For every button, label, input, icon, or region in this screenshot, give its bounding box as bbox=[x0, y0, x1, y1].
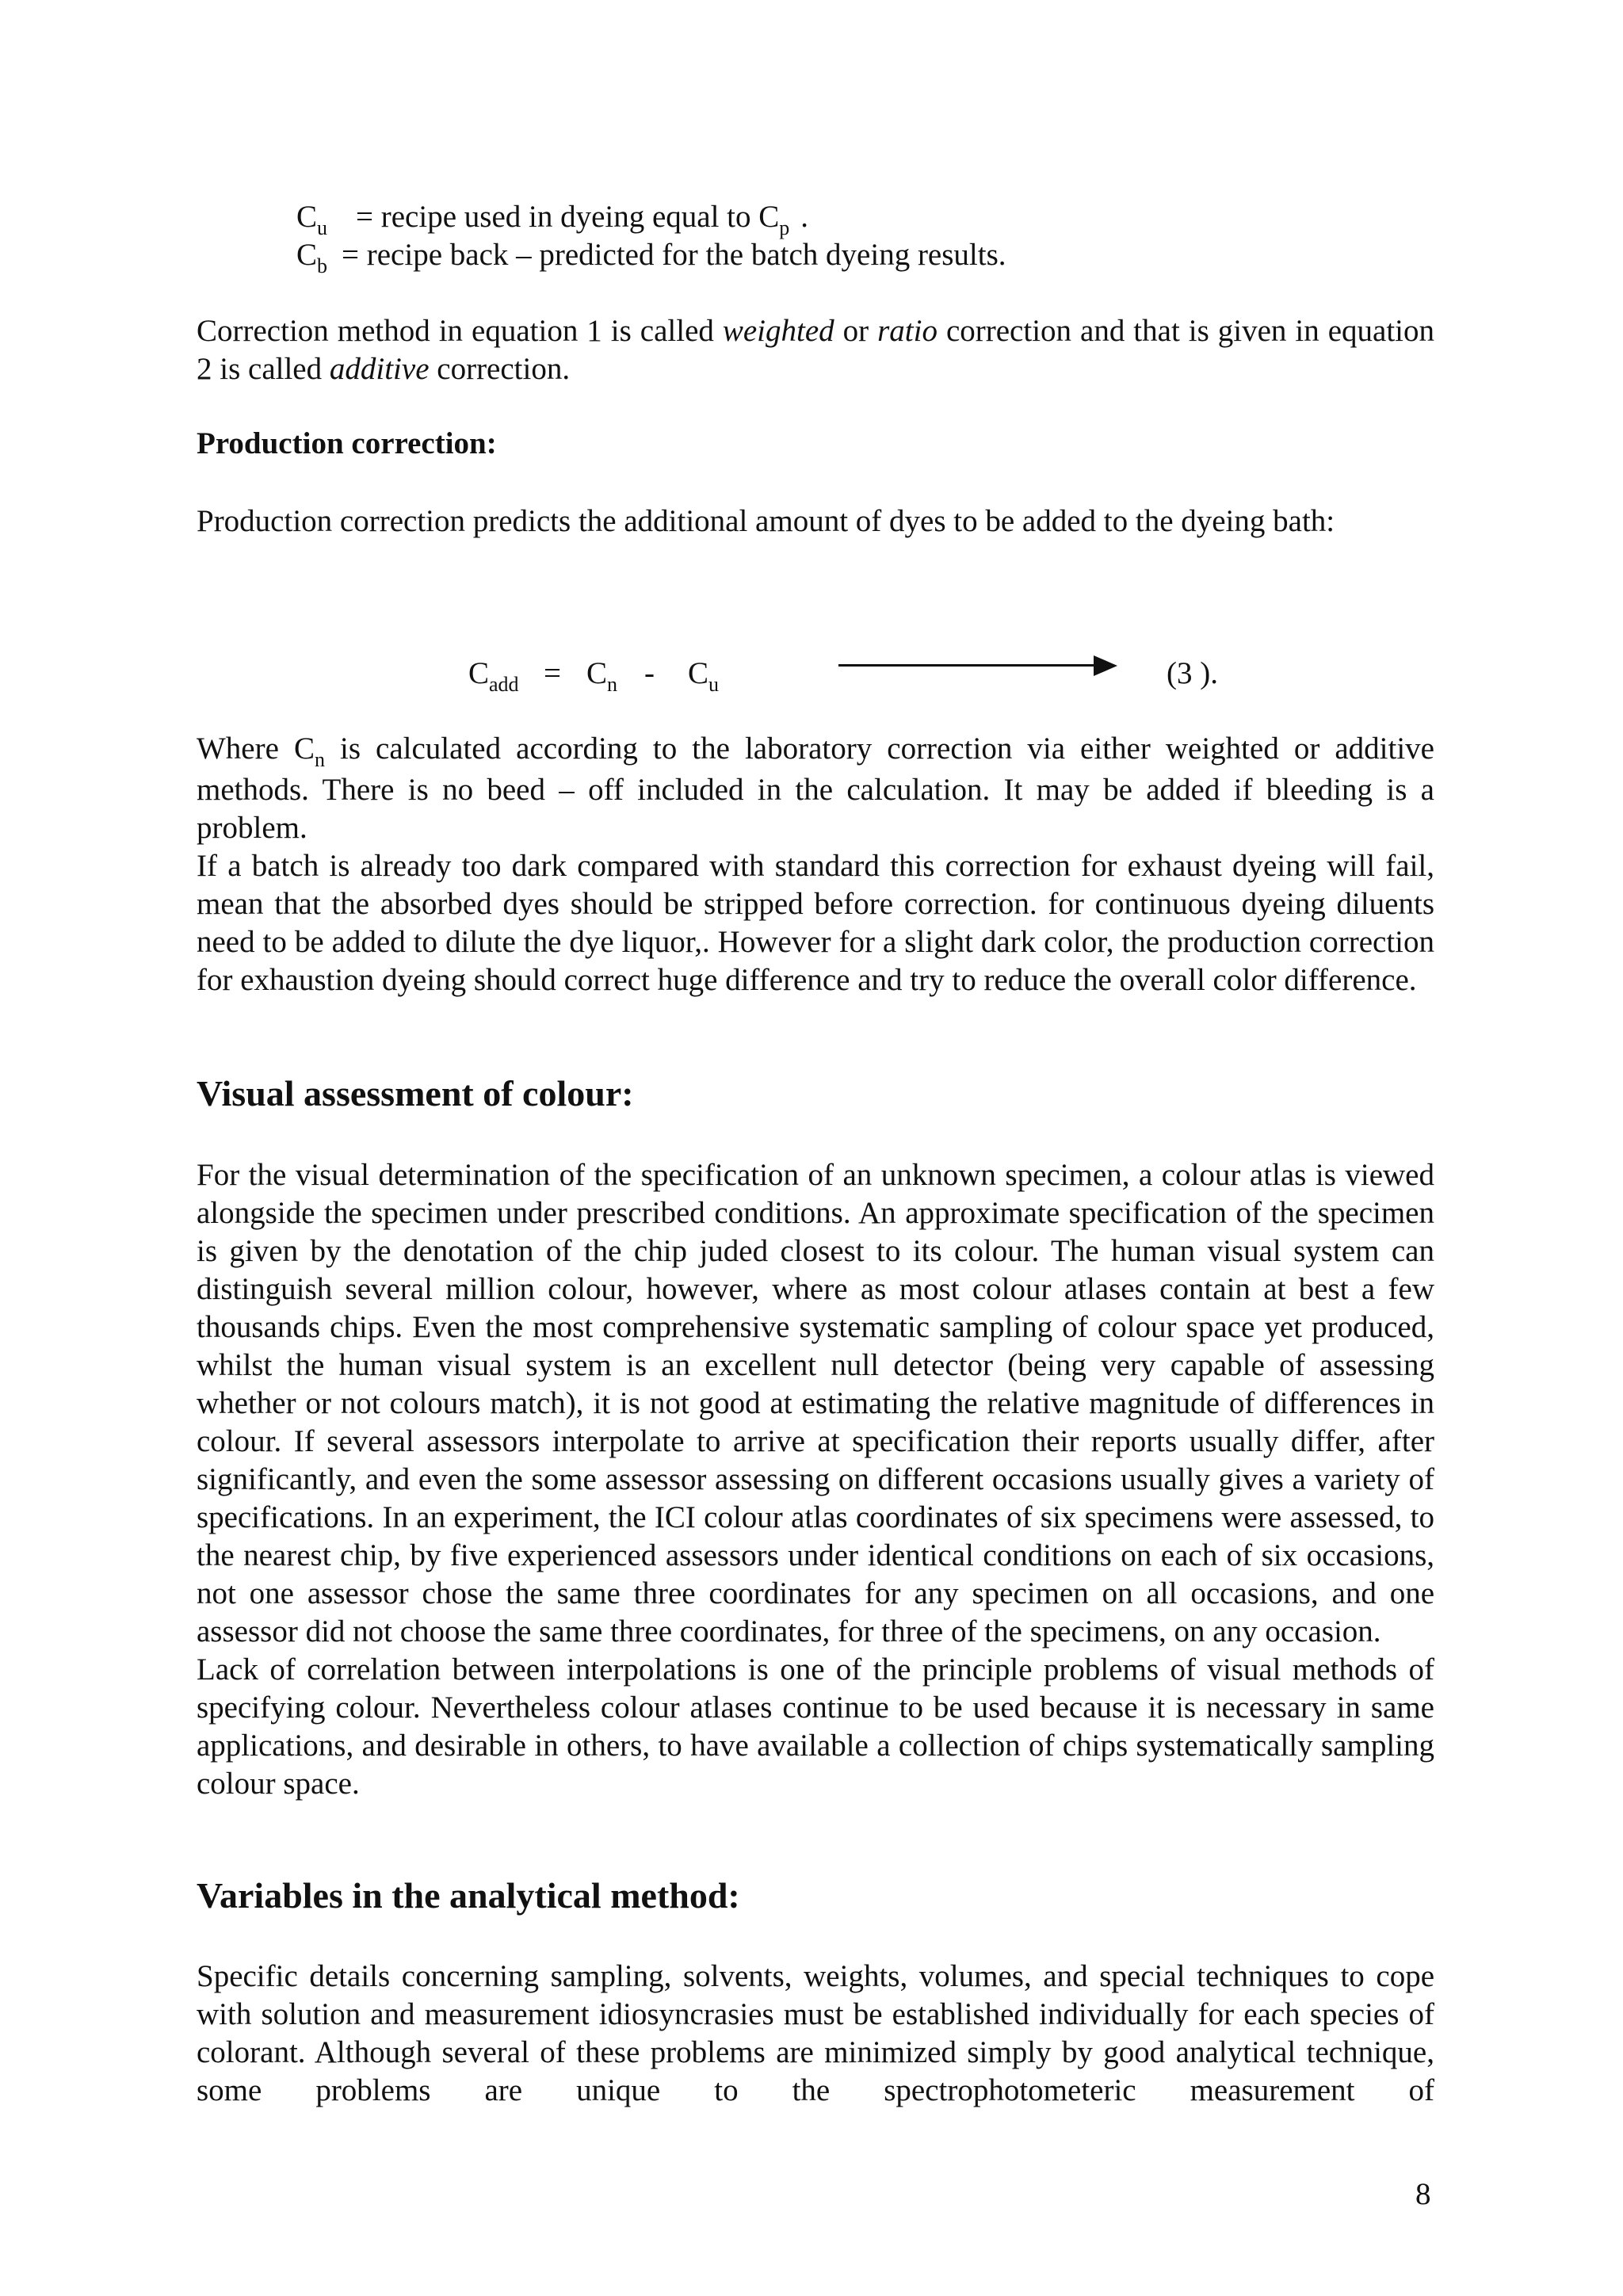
correction-text-3: correction. bbox=[429, 352, 571, 386]
eq-term2-subscript: u bbox=[708, 673, 720, 696]
additive-term: additive bbox=[329, 352, 430, 386]
correction-text-1: Correction method in equation 1 is called bbox=[197, 314, 723, 348]
cu-symbol: C bbox=[296, 200, 318, 234]
cu-text: = recipe used in dyeing equal to C bbox=[356, 200, 780, 234]
cb-symbol: C bbox=[296, 238, 318, 272]
where-paragraph-block bbox=[197, 730, 1434, 999]
where-text-2: is calculated according to the laboratory correction via either weighted or additive methods. There is no beed – off included in the calculation. It may be added if bleeding is a problem. bbox=[197, 732, 1434, 845]
weighted-term: weighted bbox=[722, 314, 834, 348]
definition-cb bbox=[296, 236, 1006, 277]
equation-term1 bbox=[586, 655, 617, 696]
dark-paragraph: If a batch is already too dark compared with standard this correction for exhaust dyeing will fail, mean that the absorbed dyes should be stripped before correction. for continuous dyeing diluents need to be added to dilute the dye liquor,. However for a slight dark color, the production correction for exhaustion dyeing should correct huge difference and try to reduce the overall color difference. bbox=[197, 849, 1434, 997]
equation-arrow-head-icon bbox=[1094, 655, 1117, 676]
where-paragraph bbox=[197, 730, 1434, 847]
correction-paragraph bbox=[197, 312, 1434, 388]
eq-term1-subscript: n bbox=[607, 673, 618, 696]
equation-term2 bbox=[688, 655, 719, 696]
where-subscript: n bbox=[314, 748, 325, 771]
variables-heading: Variables in the analytical method: bbox=[197, 1875, 740, 1916]
production-intro: Production correction predicts the additional amount of dyes to be added to the dyeing bath: bbox=[197, 504, 1335, 538]
eq-lhs-subscript: add bbox=[489, 673, 519, 696]
production-heading: Production correction: bbox=[197, 426, 497, 460]
visual-paragraph-block bbox=[197, 1156, 1434, 1803]
equation-arrow-line bbox=[838, 664, 1097, 667]
where-text-1: Where C bbox=[197, 732, 315, 766]
equation-lhs bbox=[468, 655, 519, 696]
visual-paragraph-1: For the visual determination of the specification of an unknown specimen, a colour atlas is viewed alongside the specimen under prescribed conditions. An approximate specification of the specimen is given by the denotation of the chip juded closest to its colour. The human visual system can distinguish several million colour, however, where as most colour atlases contain at best a few thousands chips. Even the most comprehensive systematic sampling of colour space yet produced, whilst the human visual system is an excellent null detector (being very capable of assessing whether or not colours match), it is not good at estimating the relative magnitude of differences in colour. If several assessors interpolate to arrive at specification their reports usually differ, after significantly, and even the some assessor assessing on different occasions usually gives a variety of specifications. In an experiment, the ICI colour atlas coordinates of six specimens were assessed, to the nearest chip, by five experienced assessors under identical conditions on each of six occasions, not one assessor chose the same three coordinates for any specimen on all occasions, and one assessor did not choose the same three coordinates, for three of the specimens, on any occasion. bbox=[197, 1158, 1434, 1648]
equation-number: (3 ). bbox=[1167, 656, 1218, 690]
equation-minus: - bbox=[644, 656, 655, 690]
correction-text-or: or bbox=[834, 314, 878, 348]
cb-text: = recipe back – predicted for the batch dyeing results. bbox=[342, 238, 1006, 272]
eq-term2-symbol: C bbox=[688, 656, 709, 690]
cu-trail: . bbox=[800, 200, 809, 234]
variables-paragraph: Specific details concerning sampling, solvents, weights, volumes, and special techniques to cope with solution and measurement idiosyncrasies must be established individually for each species of colorant. Although several of these problems are minimized simply by good analytical technique, some problems are unique to the spectrophotometeric measurement of bbox=[197, 1959, 1434, 2107]
cu-trail-subscript: p bbox=[779, 216, 790, 239]
definition-cu bbox=[296, 198, 808, 239]
cu-subscript: u bbox=[317, 216, 328, 239]
eq-term1-symbol: C bbox=[586, 656, 608, 690]
eq-lhs-symbol: C bbox=[468, 656, 490, 690]
visual-paragraph-2: Lack of correlation between interpolations is one of the principle problems of visual methods of specifying colour. Nevertheless colour atlases continue to be used because it is necessary in same applications, and desirable in others, to have available a collection of chips systematically sampling colour space. bbox=[197, 1652, 1434, 1801]
visual-heading: Visual assessment of colour: bbox=[197, 1073, 634, 1114]
equation-equals: = bbox=[544, 656, 561, 690]
ratio-term: ratio bbox=[877, 314, 938, 348]
variables-paragraph-block bbox=[197, 1958, 1434, 2110]
cb-subscript: b bbox=[317, 254, 328, 277]
correction-text-2: correction and that is given in equation 2 is called bbox=[197, 314, 1434, 386]
page-number: 8 bbox=[1415, 2177, 1431, 2211]
